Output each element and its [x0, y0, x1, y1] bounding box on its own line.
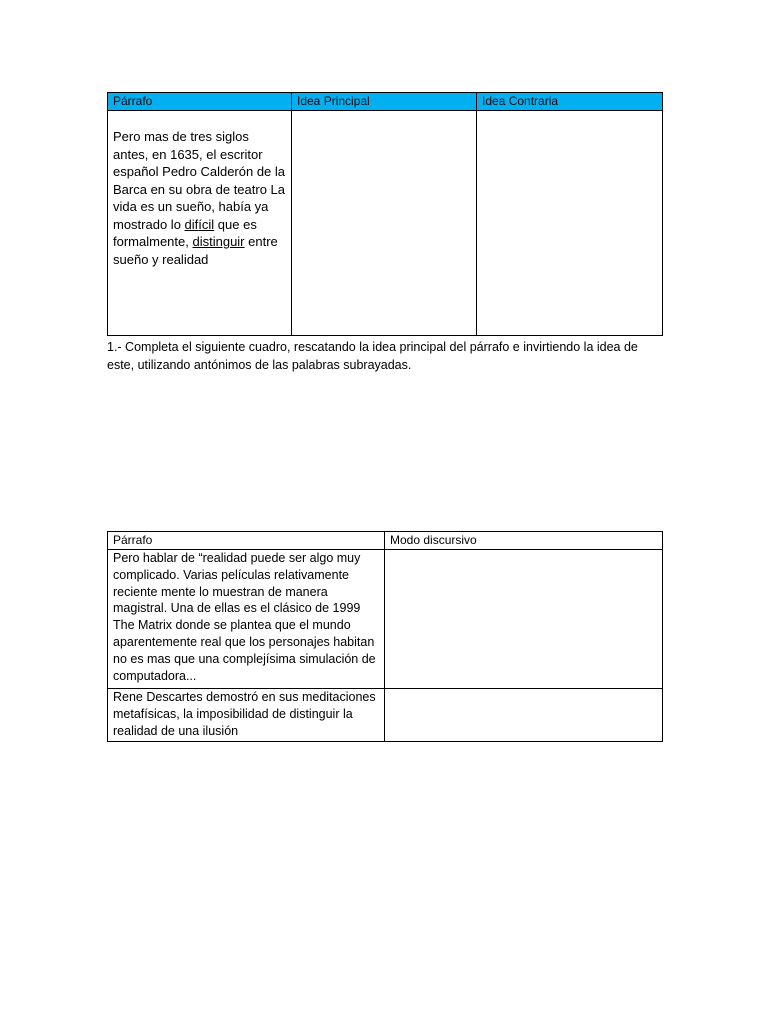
header-parrafo: Párrafo — [108, 532, 385, 550]
paragraph-text-middle: que es formalmente, — [113, 216, 257, 249]
table-row — [108, 689, 663, 742]
table-row — [108, 111, 663, 336]
discursive-mode-table — [107, 531, 663, 742]
header-idea-principal: Idea Principal — [292, 93, 477, 111]
header-idea-contraria: Idea Contraria — [477, 93, 663, 111]
modo-discursivo-cell[interactable] — [385, 550, 663, 689]
idea-principal-cell[interactable] — [292, 111, 477, 336]
paragraph-cell: Pero hablar de “realidad puede ser algo muy complicado. Varias películas relativamente reciente mente lo muestran de manera magistral. Una de ellas es el clásico de 1999 The Matrix donde se plantea que el mundo aparentemente real que los personajes habitan no es mas que una complejísima simulación de computadora... — [108, 550, 385, 689]
paragraph-text — [113, 111, 286, 268]
paragraph-cell: Rene Descartes demostró en sus meditaciones metafísicas, la imposibilidad de distinguir la realidad de una ilusión — [108, 689, 385, 742]
header-parrafo: Párrafo — [108, 93, 292, 111]
paragraph-cell — [108, 111, 292, 336]
table-header-row — [108, 532, 663, 550]
paragraph-analysis-table — [107, 92, 663, 336]
instruction-text: 1.- Completa el siguiente cuadro, rescatando la idea principal del párrafo e invirtiendo la idea de este, utilizando antónimos de las palabras subrayadas. — [107, 340, 638, 372]
paragraph-text-before: Pero mas de tres siglos antes, en 1635, el escritor español Pedro Calderón de la Barca en su obra de teatro La vida es un sueño, había ya mostrado lo — [113, 129, 286, 232]
underlined-word-dificil: difícil — [184, 216, 215, 232]
modo-discursivo-cell[interactable] — [385, 689, 663, 742]
header-modo-discursivo: Modo discursivo — [385, 532, 663, 550]
idea-contraria-cell[interactable] — [477, 111, 663, 336]
table-header-row — [108, 93, 663, 111]
paragraph-text-after: entre sueño y realidad — [113, 234, 278, 267]
underlined-word-distinguir: distinguir — [192, 234, 245, 249]
table-row — [108, 550, 663, 689]
